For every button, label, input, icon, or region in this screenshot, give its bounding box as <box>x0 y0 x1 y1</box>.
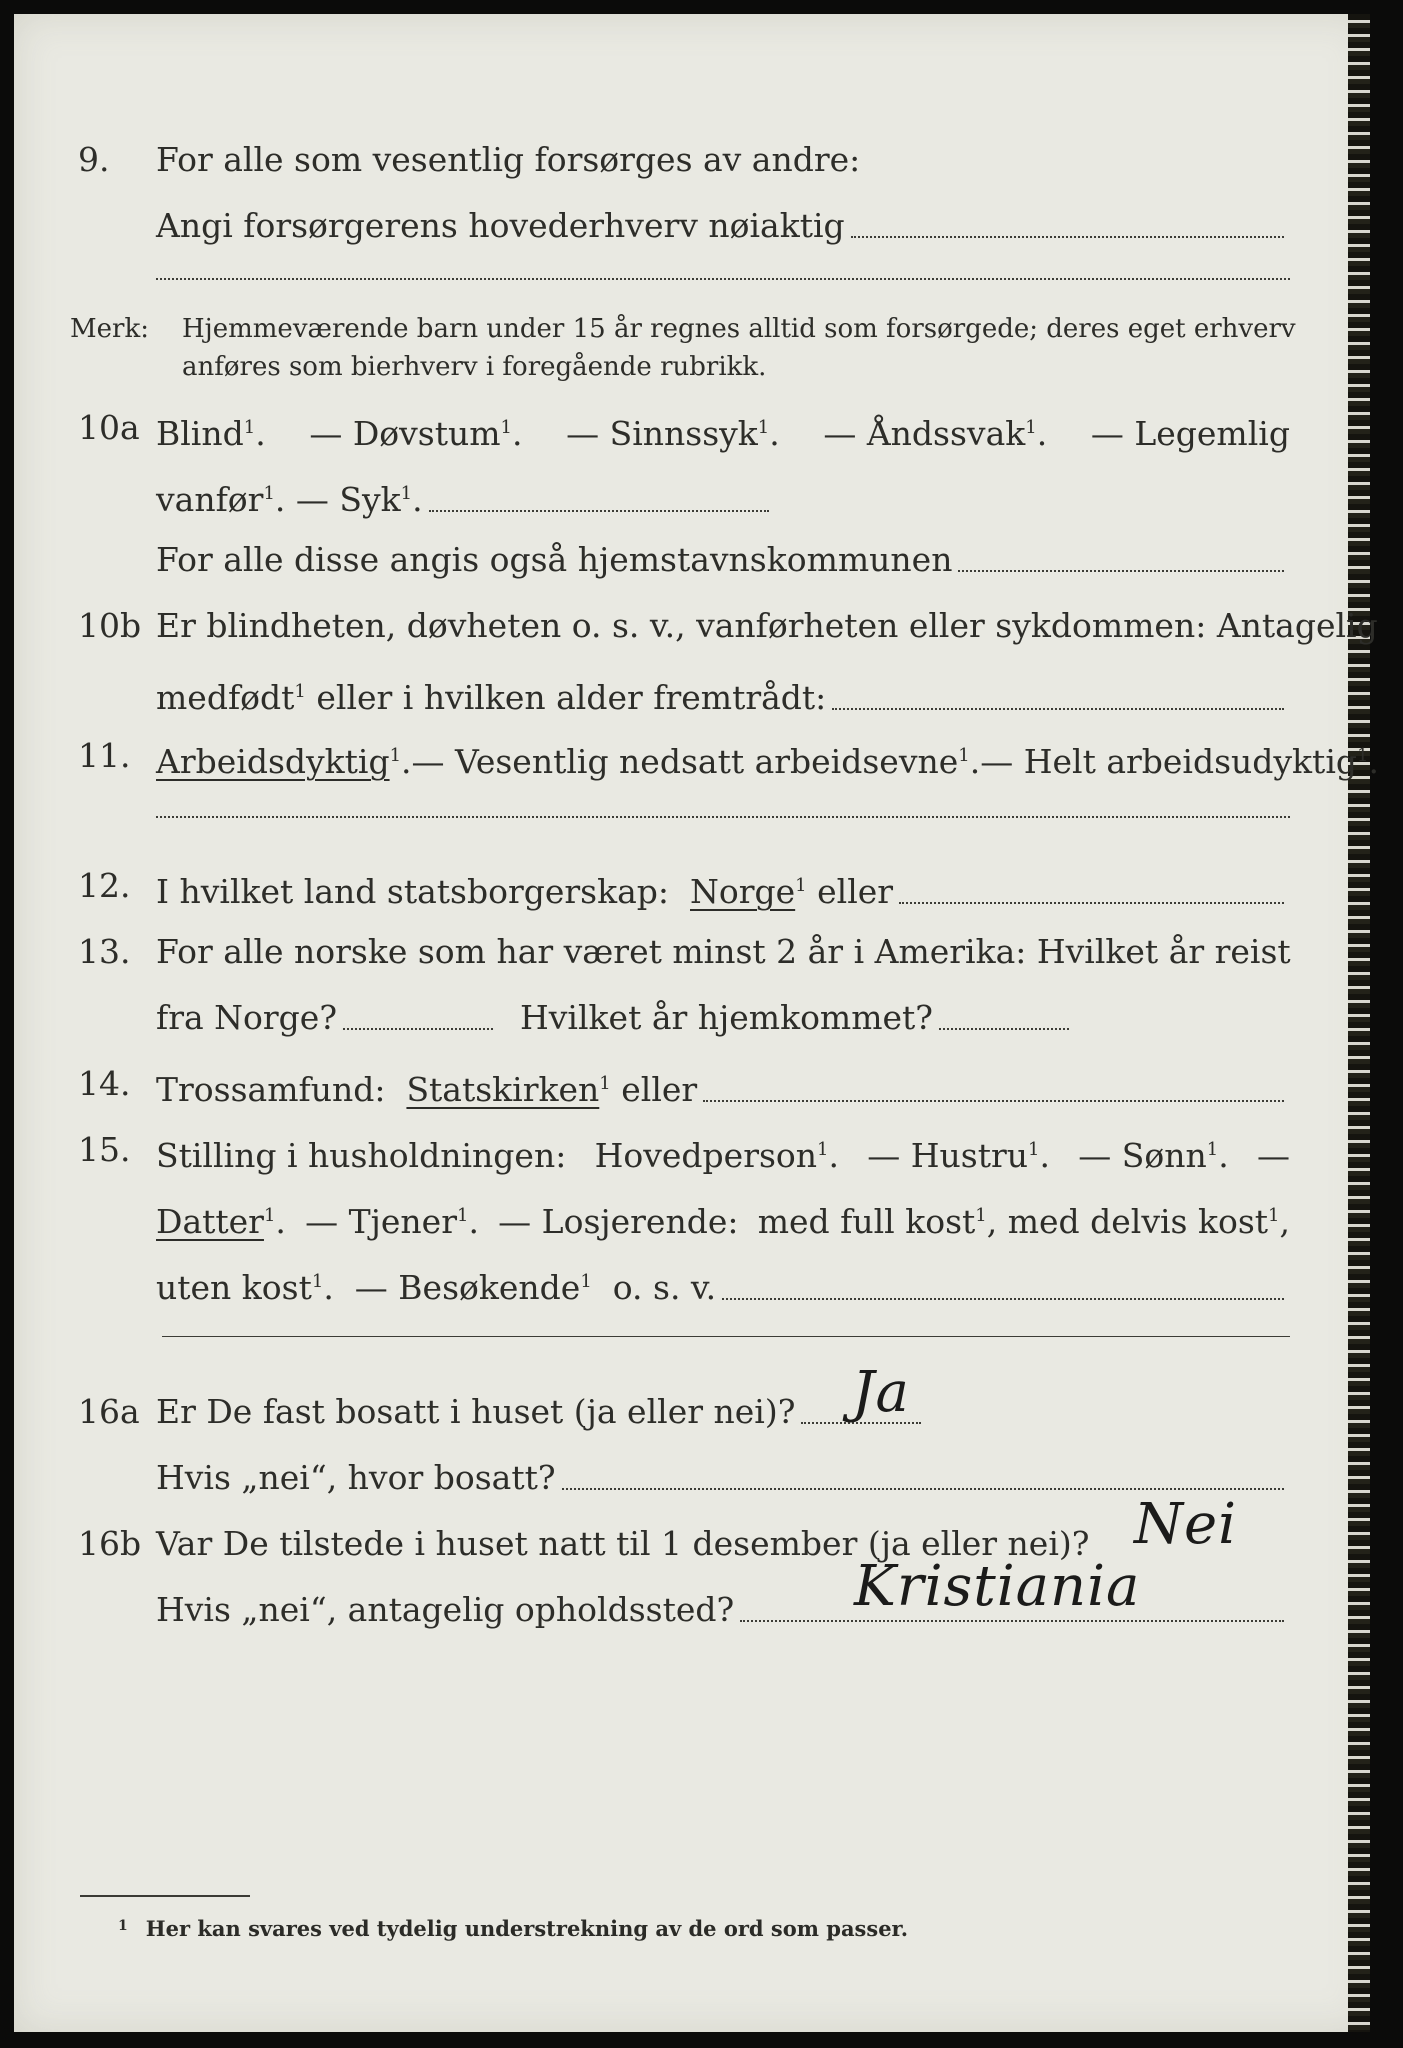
q15-text1: Stilling i husholdningen: Hovedperson$^1$. — Hustru$^1$. — Sønn$^1$. — <box>156 1130 1290 1176</box>
q15-number: 15. <box>78 1130 131 1169</box>
q13-text2: fra Norge? Hvilket år hjemkommet? <box>156 998 1075 1038</box>
q9-extra-line[interactable] <box>156 278 1290 280</box>
q16a-bosatt-line[interactable] <box>562 1488 1284 1490</box>
q15-extra-line[interactable] <box>162 1336 1290 1337</box>
q13-text1: For alle norske som har været minst 2 år i Amerika: Hvilket år reist <box>156 932 1291 971</box>
q10b-text1: Er blindheten, døvheten o. s. v., vanførheten eller sykdommen: Antagelig <box>156 606 1378 645</box>
q16b-text2: Hvis „nei“, antagelig opholdssted? <box>156 1590 1290 1630</box>
q15-sonn[interactable]: — Sønn$^1$. <box>1078 1136 1229 1175</box>
q10a-vanfor[interactable]: vanfør$^1$. <box>156 480 286 519</box>
q13-hjemkommet-line[interactable] <box>939 1028 1069 1030</box>
q16b-text1: Var De tilstede i huset natt til 1 desember (ja eller nei)? <box>156 1524 1090 1563</box>
footnote-rule <box>80 1895 250 1897</box>
merk-text1: Hjemmeværende barn under 15 år regnes alltid som forsørgede; deres eget erhverv <box>182 314 1296 344</box>
q16b-number: 16b <box>78 1524 142 1563</box>
q10b-medfodt[interactable]: medfødt$^1$ <box>156 678 306 717</box>
q10a-text2 <box>156 474 775 520</box>
q9-number: 9. <box>78 140 110 179</box>
q10a-blind[interactable]: Blind <box>156 414 244 453</box>
q10a-andssvak[interactable]: — Åndssvak <box>823 414 1026 453</box>
q10a-text3: For alle disse angis også hjemstavnskommunen <box>156 540 1290 580</box>
q10b-answer-line[interactable] <box>832 708 1284 710</box>
q16a-text1: Er De fast bosatt i huset (ja eller nei)? <box>156 1392 927 1432</box>
q16b-opholdssted-line[interactable] <box>740 1620 1284 1622</box>
q10a-options: Blind$^1$. — Døvstum$^1$. — Sinnssyk$^1$. — Åndssvak$^1$. — Legemlig <box>156 414 1290 453</box>
q11-arbeidsdyktig[interactable]: Arbeidsdyktig$^1$. <box>156 742 412 781</box>
q10a-answer-line[interactable] <box>429 510 769 512</box>
q16a-text2: Hvis „nei“, hvor bosatt? <box>156 1458 1290 1498</box>
q15-besokende[interactable]: — Besøkende$^1$ <box>354 1268 592 1307</box>
q12-answer-line[interactable] <box>899 902 1284 904</box>
q11-udyktig[interactable]: — Helt arbeidsudyktig$^1$. <box>980 742 1379 781</box>
q9-answer-line[interactable] <box>851 236 1284 238</box>
q15-answer-line[interactable] <box>722 1298 1284 1300</box>
merk-text2: anføres som bierhverv i foregående rubrikk. <box>182 352 767 382</box>
footnote-text: Her kan svares ved tydelig understrekning av de ord som passer. <box>145 1916 909 1941</box>
q16b-handwritten-answer1: Nei <box>1134 1492 1238 1557</box>
q11-extra-line[interactable] <box>156 816 1290 818</box>
q12-norge[interactable]: Norge$^1$ <box>690 872 807 911</box>
merk-label: Merk: <box>70 314 149 344</box>
q11-number: 11. <box>78 736 131 775</box>
q10a-hjemstavn-line[interactable] <box>958 570 1284 572</box>
q10b-text2: medfødt$^1$ eller i hvilken alder fremtrådt: <box>156 672 1290 718</box>
q10b-number: 10b <box>78 606 142 645</box>
footnote-mark: 1 <box>118 1918 128 1934</box>
q13-number: 13. <box>78 932 131 971</box>
q9-text2: Angi forsørgerens hovederhverv nøiaktig <box>156 206 1290 246</box>
q16b-handwritten-answer2: Kristiania <box>854 1554 1141 1619</box>
footnote <box>118 1916 908 1941</box>
census-form-page <box>14 14 1379 2032</box>
q10a-dovstum[interactable]: — Døvstum <box>309 414 501 453</box>
q15-text3: uten kost$^1$. — Besøkende$^1$ o. s. v. <box>156 1262 1290 1308</box>
q14-text: Trossamfund: Statskirken$^1$ eller <box>156 1064 1290 1110</box>
q15-tjener[interactable]: — Tjener$^1$. <box>305 1202 479 1241</box>
q16a-handwritten-answer: Ja <box>852 1360 910 1425</box>
q15-uten-kost[interactable]: uten kost$^1$. <box>156 1268 334 1307</box>
q16a-number: 16a <box>78 1392 140 1431</box>
q15-text2: Datter$^1$. — Tjener$^1$. — Losjerende: med full kost$^1$, med delvis kost$^1$, <box>156 1196 1290 1242</box>
q14-answer-line[interactable] <box>703 1100 1284 1102</box>
q15-hovedperson[interactable]: Hovedperson$^1$. <box>594 1136 839 1175</box>
q11-nedsatt[interactable]: — Vesentlig nedsatt arbeidsevne$^1$. <box>411 742 981 781</box>
page-edge <box>1348 14 1370 2032</box>
q15-datter[interactable]: Datter$^1$. <box>156 1202 286 1241</box>
q13-reist-line[interactable] <box>343 1028 493 1030</box>
q10a-syk[interactable]: — Syk$^1$. <box>295 480 423 519</box>
q10a-number: 10a <box>78 408 140 447</box>
q11-options <box>156 736 1379 782</box>
q12-number: 12. <box>78 866 131 905</box>
q15-full-kost[interactable]: med full kost$^1$, med delvis kost$^1$, <box>757 1202 1290 1241</box>
q10a-legemlig[interactable]: — Legemlig <box>1090 414 1290 453</box>
q9-text1: For alle som vesentlig forsørges av andre: <box>156 140 861 179</box>
q14-statskirken[interactable]: Statskirken$^1$ <box>406 1070 611 1109</box>
q12-text: I hvilket land statsborgerskap: Norge$^1$ eller <box>156 866 1290 912</box>
q14-number: 14. <box>78 1064 131 1103</box>
q15-hustru[interactable]: — Hustru$^1$. <box>867 1136 1050 1175</box>
q10a-sinnssyk[interactable]: — Sinnssyk <box>566 414 758 453</box>
